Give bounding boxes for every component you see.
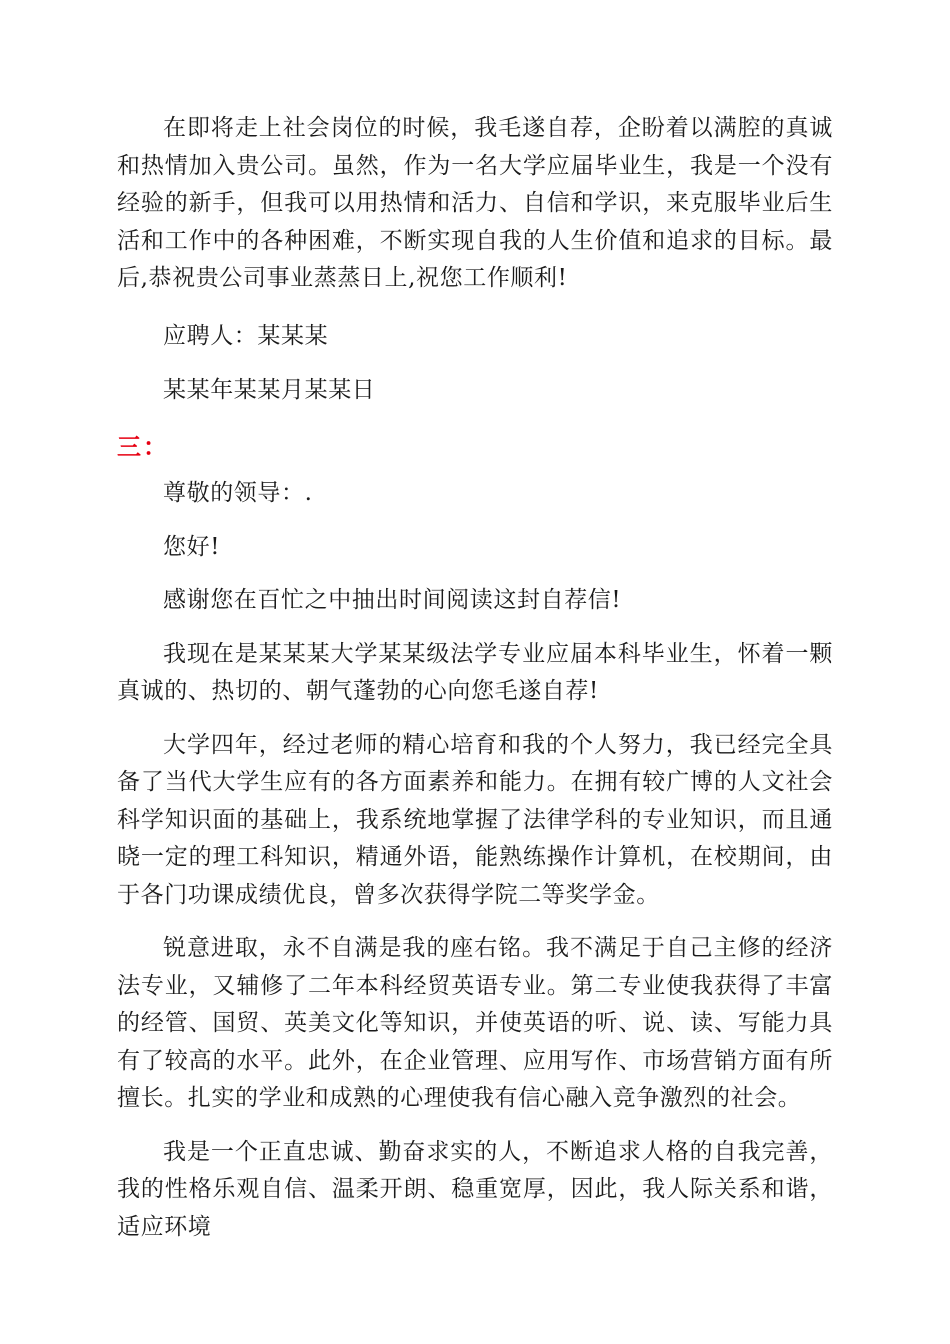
letter-closing-block xyxy=(117,110,833,298)
salutation-line: 尊敬的领导：. xyxy=(163,480,313,506)
body-paragraph-2: 大学四年，经过老师的精心培育和我的个人努力，我已经完全具备了当代大学生应有的各方面素养和能力。在拥有较广博的人文社会科学知识面的基础上，我系统地掌握了法律学科的专业知识，而且通晓一定的理工科知识，精通外语，能熟练操作计算机，在校期间，由于各门功课成绩优良，曾多次获得学院二等奖学金。 xyxy=(117,731,833,908)
section-heading: 三： xyxy=(117,432,169,461)
body-paragraph-3: 锐意进取，永不自满是我的座右铭。我不满足于自己主修的经济法专业，又辅修了二年本科经贸英语专业。第二专业使我获得了丰富的经管、国贸、英美文化等知识，并使英语的听、说、读、写能力具有了较高的水平。此外，在企业管理、应用写作、市场营销方面有所擅长。扎实的学业和成熟的心理使我有信心融入竞争激烈的社会。 xyxy=(117,935,833,1111)
thanks-line: 感谢您在百忙之中抽出时间阅读这封自荐信! xyxy=(163,587,622,613)
signature-block xyxy=(117,318,833,409)
body-paragraph-4: 我是一个正直忠诚、勤奋求实的人，不断追求人格的自我完善，我的性格乐观自信、温柔开朗、稳重宽厚，因此，我人际关系和谐，适应环境 xyxy=(117,1138,833,1240)
body-paragraph-1: 我现在是某某某大学某某级法学专业应届本科毕业生，怀着一颗真诚的、热切的、朝气蓬勃的心向您毛遂自荐! xyxy=(117,640,833,704)
closing-paragraph: 在即将走上社会岗位的时候，我毛遂自荐，企盼着以满腔的真诚和热情加入贵公司。虽然，作为一名大学应届毕业生，我是一个没有经验的新手，但我可以用热情和活力、自信和学识，来克服毕业后生活和工作中的各种困难，不断实现自我的人生价值和追求的目标。最后,恭祝贵公司事业蒸蒸日上,祝您工作顺利! xyxy=(117,115,833,291)
date-line: 某某年某某月某某日 xyxy=(163,376,376,403)
greeting-line: 您好! xyxy=(163,533,221,560)
letter-body-block xyxy=(117,475,833,1246)
applicant-line: 应聘人：某某某 xyxy=(163,323,329,349)
